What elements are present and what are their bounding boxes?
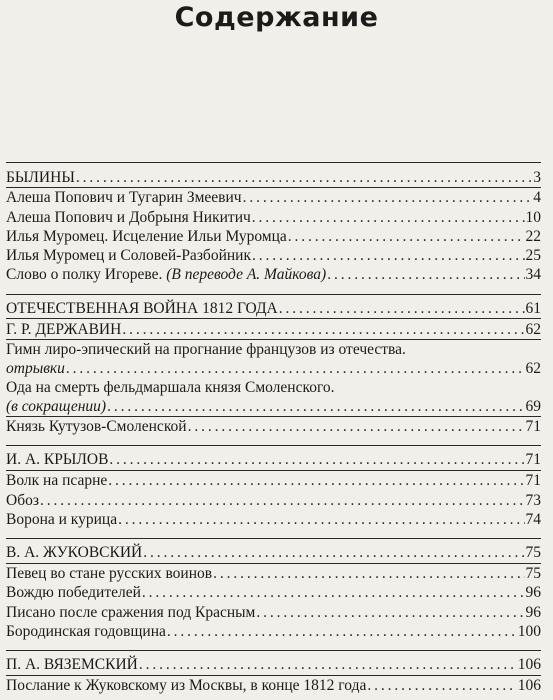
section-rule <box>6 538 541 539</box>
toc-entry[interactable] <box>6 340 541 359</box>
section-rule <box>6 294 541 295</box>
toc-entry[interactable] <box>6 510 541 529</box>
toc-entry-title: Писано после сражения под Красным <box>6 604 256 621</box>
toc-entry[interactable] <box>6 603 541 622</box>
toc-entry-page: 22 <box>525 228 541 245</box>
toc-entry-title <box>6 397 106 416</box>
dot-leader <box>40 491 525 510</box>
toc-entry-page: 75 <box>525 565 541 582</box>
dot-leader <box>142 583 525 602</box>
toc-entry-page: 106 <box>517 677 541 694</box>
toc-entry-title: Илья Муромец. Исцеление Ильи Муромца <box>6 228 287 245</box>
toc-entry-page: 73 <box>525 492 541 509</box>
toc-entry-title: И. А. КРЫЛОВ <box>6 451 109 468</box>
toc-entry-title: Ворона и курица <box>6 511 118 528</box>
dot-leader <box>167 622 517 641</box>
toc-entry[interactable] <box>6 188 541 207</box>
toc-entry-title: Бородинская годовщина <box>6 623 166 640</box>
toc-entry-page: 71 <box>525 451 541 468</box>
toc-entry-title: Алеша Попович и Тугарин Змеевич <box>6 189 242 206</box>
dot-leader <box>367 676 516 695</box>
dot-leader <box>243 188 533 207</box>
toc-entry[interactable] <box>6 417 541 436</box>
toc-entry-title: Алеша Попович и Добрыня Никитич <box>6 209 251 226</box>
toc-entry-title: В. А. ЖУКОВСКИЙ <box>6 544 143 561</box>
toc-entry-note: (в сокращении) <box>6 398 107 415</box>
toc-entry[interactable] <box>6 320 541 339</box>
toc-entry-page: 25 <box>525 247 541 264</box>
toc-entry-title: ОТЕЧЕСТВЕННАЯ ВОЙНА 1812 ГОДА <box>6 300 278 317</box>
toc-entry-title: Волк на псарне <box>6 472 108 489</box>
toc-entry-title: Вождю победителей <box>6 584 141 601</box>
toc-entry-page: 62 <box>525 321 541 338</box>
toc-entry-title: БЫЛИНЫ <box>6 169 75 186</box>
dot-leader <box>252 246 525 265</box>
toc-entry-title: Г. Р. ДЕРЖАВИН <box>6 321 122 338</box>
dot-leader <box>256 603 524 622</box>
toc-entry-page: 71 <box>525 418 541 435</box>
toc-entry[interactable] <box>6 450 541 469</box>
toc-entry[interactable] <box>6 676 541 695</box>
dot-leader <box>279 299 525 318</box>
toc-entry[interactable] <box>6 227 541 246</box>
toc-entry-page: 62 <box>525 360 541 377</box>
toc-entry-page: 75 <box>525 544 541 561</box>
toc-entry-title: П. А. ВЯЗЕМСКИЙ <box>6 656 138 673</box>
toc-entry[interactable] <box>6 564 541 583</box>
dot-leader <box>252 208 525 227</box>
toc-entry-title <box>6 265 326 284</box>
toc-entry-page: 106 <box>517 656 541 673</box>
toc-entry-title: Князь Кутузов-Смоленской <box>6 418 187 435</box>
toc-entry[interactable] <box>6 359 541 378</box>
toc-entry-title <box>6 359 65 378</box>
toc-entry[interactable] <box>6 622 541 641</box>
dot-leader <box>327 265 524 284</box>
dot-leader <box>66 359 525 378</box>
toc-entry[interactable] <box>6 246 541 265</box>
toc-entry-title: Певец во стане русских воинов <box>6 565 213 582</box>
toc-entry-title: Гимн лиро-эпический на прогнание французов из отечества. <box>6 341 406 358</box>
toc-entry-page: 71 <box>525 472 541 489</box>
section-rule <box>6 318 541 319</box>
page-title: Содержание <box>174 2 379 33</box>
toc-entry[interactable] <box>6 471 541 490</box>
toc-entry[interactable] <box>6 299 541 318</box>
toc-entry[interactable] <box>6 168 541 187</box>
dot-leader <box>109 450 524 469</box>
toc-entry[interactable] <box>6 543 541 562</box>
dot-leader <box>143 543 524 562</box>
dot-leader <box>188 417 525 436</box>
dot-leader <box>118 510 524 529</box>
toc-entry-text: Слово о полку Игореве. <box>6 266 163 283</box>
toc-entry-page: 100 <box>517 623 541 640</box>
dot-leader <box>122 320 524 339</box>
toc-entry-note: (В переводе А. Майкова) <box>166 266 327 283</box>
section-rule <box>6 162 541 163</box>
toc-entry[interactable] <box>6 583 541 602</box>
toc-entry-title: Илья Муромец и Соловей-Разбойник <box>6 247 251 264</box>
toc-entry[interactable] <box>6 265 541 284</box>
toc-entry[interactable] <box>6 397 541 416</box>
dot-leader <box>288 227 525 246</box>
toc-entry-page: 69 <box>525 398 541 415</box>
toc-entry[interactable] <box>6 491 541 510</box>
section-rule <box>6 650 541 651</box>
dot-leader <box>213 564 524 583</box>
toc-entry-page: 96 <box>525 584 541 601</box>
toc-entry-page: 3 <box>533 169 541 186</box>
section-rule <box>6 445 541 446</box>
dot-leader <box>76 168 532 187</box>
toc-entry-page: 4 <box>533 189 541 206</box>
toc-entry-title: Послание к Жуковскому из Москвы, в конце 1812 года <box>6 677 367 694</box>
toc-entry-page: 10 <box>525 209 541 226</box>
toc-entry-page: 34 <box>525 266 541 283</box>
dot-leader <box>108 471 524 490</box>
toc-entry-page: 74 <box>525 511 541 528</box>
toc-entry[interactable] <box>6 655 541 674</box>
dot-leader <box>139 655 517 674</box>
toc-entry-note: отрывки <box>6 360 65 377</box>
toc-entry[interactable] <box>6 208 541 227</box>
toc-entry-page: 61 <box>525 300 541 317</box>
toc-entry[interactable] <box>6 378 541 397</box>
toc-entry-title: Обоз <box>6 492 39 509</box>
dot-leader <box>107 397 524 416</box>
toc-entry-page: 96 <box>525 604 541 621</box>
toc-entry-title: Ода на смерть фельдмаршала князя Смоленского. <box>6 379 335 396</box>
